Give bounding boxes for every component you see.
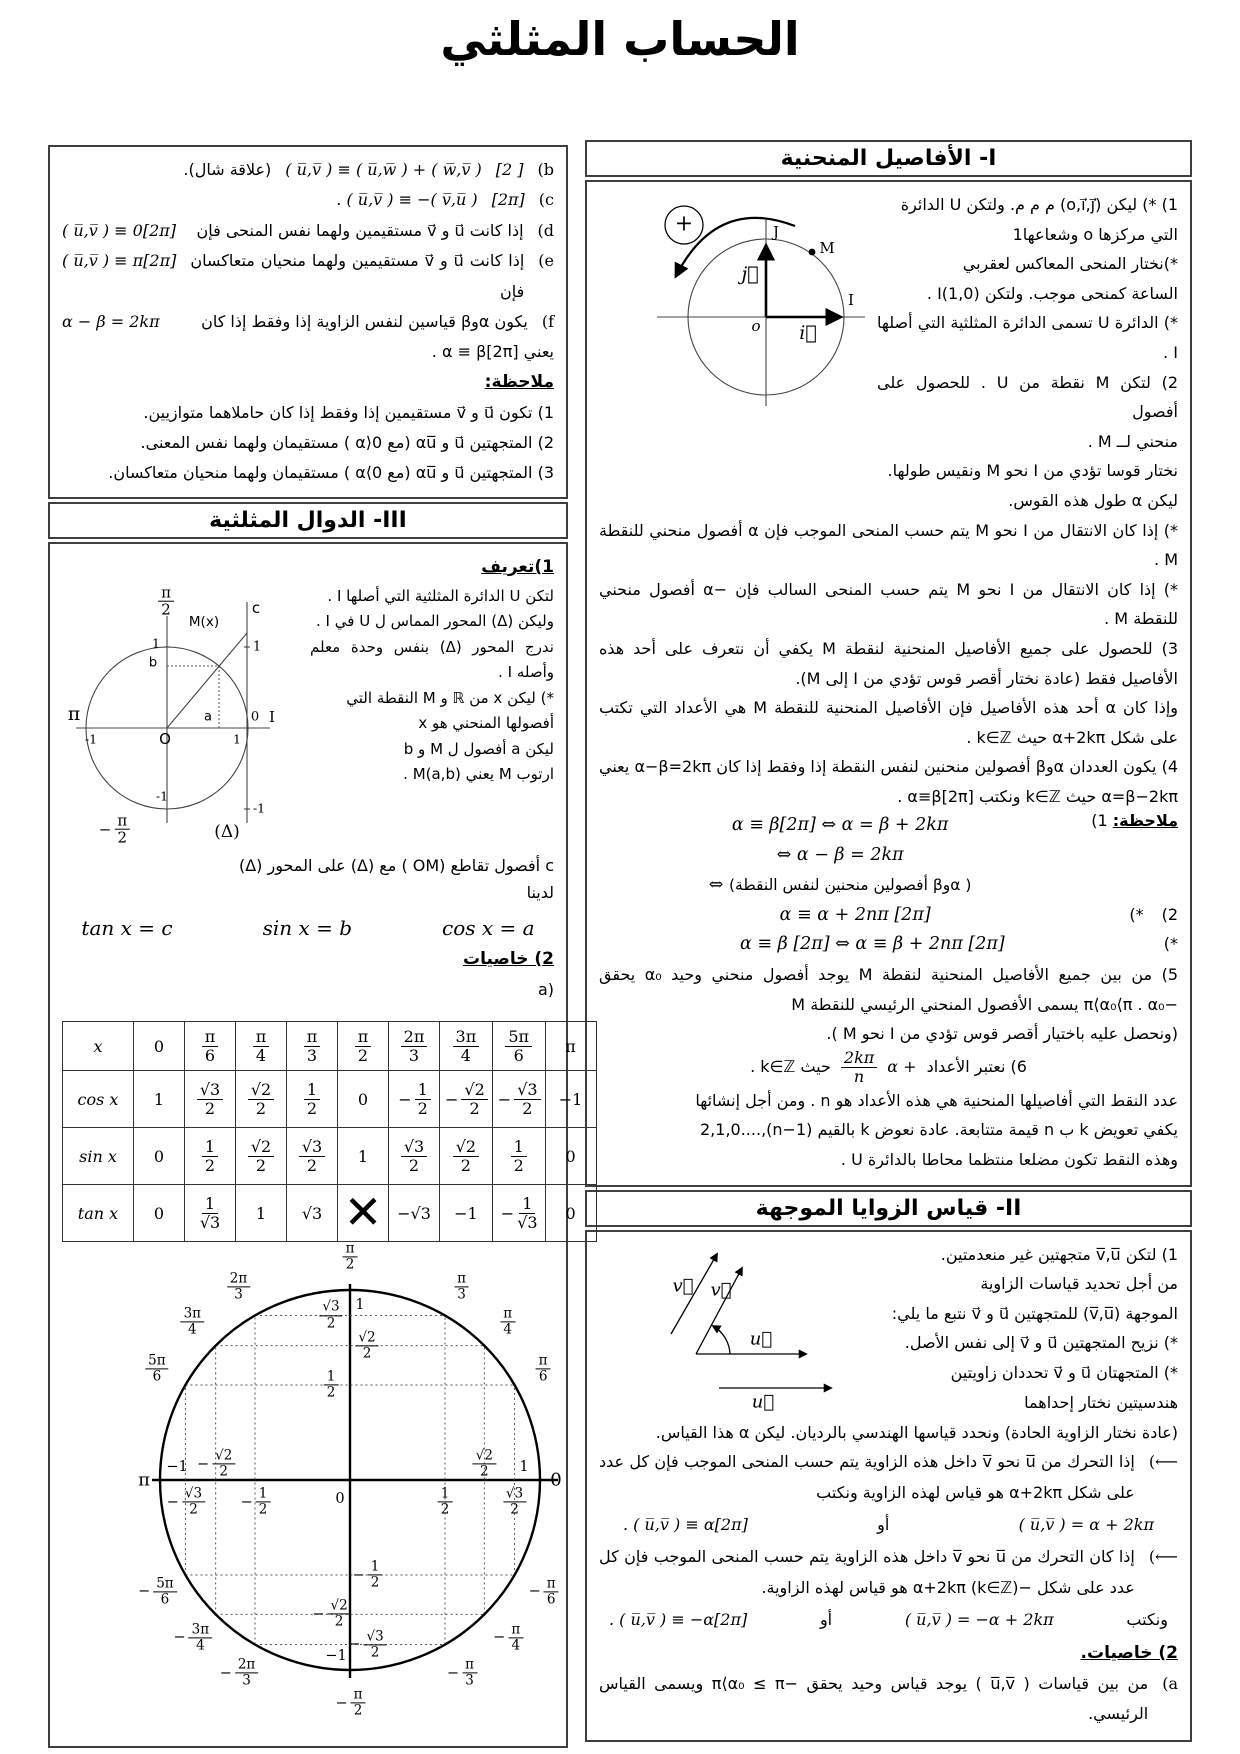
table-header-cell: 5π 6	[492, 1022, 545, 1071]
paragraph: ندرج المحور (Δ) بنفس وحدة معلم وأصله I .	[310, 637, 554, 682]
table-value-cell: 1 √3	[185, 1185, 236, 1242]
vectors-svg	[599, 1242, 861, 1414]
x-axis-tick-label: − $\frac{√2}{2}$	[196, 1448, 235, 1479]
minus-pi-over-2-label: − $\frac{\pi}{2}$	[98, 812, 130, 847]
pi-label: π	[67, 702, 81, 725]
paragraph: يكفي تعويض k ب n قيمة متتابعة. عادة نعوض k بالقيم (n−1),....2,1,0	[700, 1120, 1178, 1140]
zero-label: 0	[250, 709, 260, 725]
paragraph: منحني لــ M .	[1087, 431, 1178, 451]
table-value-cell: √2 2	[236, 1128, 287, 1185]
note-number: 1)	[1091, 811, 1108, 831]
table-value-cell: 1 2	[492, 1128, 545, 1185]
note-heading: ملاحظة:	[1112, 811, 1178, 831]
table-row	[63, 1071, 597, 1128]
angle-label: 2π 3	[227, 1271, 250, 1302]
vector-i-label: i⃗	[799, 322, 817, 344]
vector-v-label: v⃗	[672, 1275, 694, 1297]
trig-circle-figure	[599, 192, 869, 432]
item-letter: (d	[537, 220, 554, 240]
paragraph: ليكن α طول هذه القوس.	[1008, 490, 1178, 510]
right-column	[585, 140, 1192, 1742]
item-b: (علاقة شال). ( u̅,v̅ ) ≡ ( u̅,w̅ ) + ( w̅,v̅ ) [2 ] (b	[62, 155, 554, 185]
item-d: ( u̅,v̅ ) ≡ 0[2π] إذا كانت u⃗ و v⃗ مستقيمين ولهما نفس المنحى فإن (d	[62, 216, 554, 246]
bullet-paragraph: (⟵ إذا كان التحرك من u̅ نحو v̅ داخل هذه الزاوية يتم حسب المنحى الموجب فإن كل عدد على شكل −α+2kπ (k∈ℤ) هو قياس لهذه الزاوية.	[599, 1542, 1178, 1603]
table-value-cell: 1	[338, 1128, 389, 1185]
trig-formulas-row	[62, 916, 554, 940]
paragraph: هندسيتين نختار إحداهما	[1024, 1392, 1178, 1412]
paragraph: التي مركزها o وشعاعها1	[1012, 224, 1178, 244]
y-axis-tick-label: −1	[325, 1648, 347, 1664]
x-axis-tick-label: 1	[519, 1459, 529, 1475]
y-axis-tick-label: − $\frac{√2}{2}$	[311, 1599, 350, 1630]
table-value-cell	[338, 1185, 389, 1242]
minus-one-bottom-label: -1	[155, 788, 169, 804]
paragraph: *) المتجهتان u⃗ و v⃗ تحددان زاويتين	[950, 1362, 1178, 1382]
table-header-cell: 0	[134, 1022, 185, 1071]
paragraph: 3) المتجهتين u⃗ و αu̅ (مع α⟨0 ) مستقيمان ولهما منحيان متعاكسان.	[108, 462, 554, 482]
unit-circle-svg	[62, 1248, 558, 1736]
paragraph: *) الدائرة U تسمى الدائرة المثلثية التي أصلها I .	[877, 313, 1179, 362]
paragraph: 5) من بين جميع الأفاصيل المنحنية لنقطة M يوجد أفصول منحني وحيد α₀ يحقق −π⟨α₀⟨π . α₀ يسمى الأفصول المنحني الرئيسي للنقطة M	[599, 965, 1179, 1014]
vector-u-label: u⃗	[749, 1328, 773, 1350]
one-tangent-label: 1	[252, 639, 262, 655]
I-label: I	[269, 707, 275, 726]
table-value-cell: −1	[545, 1071, 596, 1128]
paragraph: 2) لتكن M نقطة من U . للحصول على أفصول	[877, 372, 1178, 422]
x-axis-tick-label: − $\frac{1}{2}$	[240, 1486, 271, 1517]
y-axis-tick-label: 1	[355, 1297, 365, 1313]
table-header-cell: x	[63, 1022, 134, 1071]
table-header-cell: π 6	[185, 1022, 236, 1071]
vector-j-label: j⃗	[741, 263, 759, 285]
table-value-cell: √3 2	[287, 1128, 338, 1185]
paragraph: *) ليكن x من ℝ و M النقطة التي	[346, 688, 554, 707]
one-right-label: 1	[233, 731, 241, 747]
table-value-cell: 0	[545, 1128, 596, 1185]
angle-label: 5π 6	[145, 1353, 168, 1384]
paragraph: *) إذا كان الانتقال من I نحو M يتم حسب المنحى الموجب فإن α أفصول منحني للنقطة M .	[599, 520, 1179, 570]
paragraph: 1) لتكن v̅,u̅ متجهتين غير منعدمتين.	[940, 1244, 1178, 1264]
cos-formula: cos x = a	[442, 915, 535, 940]
paragraph: 1) تكون u⃗ و v⃗ مستقيمين إذا وفقط إذا كان حاملاهما متوازيين.	[143, 403, 554, 423]
note-heading: ملاحظة:	[484, 371, 554, 392]
angle-label: 3π 4	[181, 1307, 204, 1338]
trig-circle-svg	[599, 192, 869, 432]
paragraph: ليكن a أفصول ل M و b	[403, 739, 554, 758]
item-star: (*	[1163, 934, 1178, 954]
x-axis-tick-label: − $\frac{√3}{2}$	[166, 1486, 205, 1517]
tangent-circle-svg	[62, 586, 302, 848]
table-value-cell: √2 2	[440, 1128, 493, 1185]
one-inner-label: 1	[152, 635, 160, 651]
y-axis-tick-label: − $\frac{1}{2}$	[352, 1559, 383, 1590]
x-axis-tick-label: −1	[166, 1459, 188, 1475]
paragraph: *) نزيح المتجهتين u⃗ و v⃗ إلى نفس الأصل.	[904, 1333, 1178, 1353]
minus-one-tangent-label: -1	[252, 800, 266, 816]
fraction: 2kπ n	[841, 1049, 877, 1086]
table-row	[63, 1128, 597, 1185]
paragraph: 2) المتجهتين u⃗ و αu̅ (مع α⟩0 ) مستقيمان ولهما نفس المعنى.	[140, 432, 554, 452]
equation: ⇔ ( αوβ أفصولين منحنين لنفس النقطة)	[708, 874, 972, 895]
paragraph: 3) للحصول على جميع الأفاصيل المنحنية لنقطة M يكفي أن نتعرف على أحد هذه الأفاصيل فقط (عادة نختار أقصر قوس تؤدي من I إلى M).	[599, 638, 1179, 688]
table-value-cell: − $\frac{√2}{2}$	[440, 1071, 493, 1128]
angle-label: − $\frac{\pi}{3}$	[446, 1658, 477, 1689]
item-letter: (c	[538, 190, 554, 210]
table-value-cell: −√3	[389, 1185, 440, 1242]
table-header-cell: π 2	[338, 1022, 389, 1071]
section-2-heading: II- قياس الزوايا الموجهة	[585, 1190, 1192, 1227]
angle-label: − $\frac{5\pi}{6}$	[137, 1576, 177, 1607]
item-letter: (a	[537, 980, 554, 1000]
equation: ⇔ α − β = 2kπ	[776, 845, 904, 866]
trig-values-table	[62, 1021, 597, 1242]
table-value-cell: √3 2	[389, 1128, 440, 1185]
paragraph: 4) يكون العددان αوβ أفصولين منحنين لنفس النقطة إذا وفقط إذا كان α−β=2kπ يعني α=β−2kπ حيث k∈ℤ ونكتب α≡β[2π] .	[599, 757, 1179, 806]
item-f: α − β = 2kπ يكون αوβ قياسين لنفس الزاوية إذا وفقط إذا كان (f	[62, 307, 554, 337]
row-label-cell: sin x	[63, 1128, 134, 1185]
angle-label: π 2	[343, 1241, 358, 1272]
angle-label: − $\frac{\pi}{4}$	[492, 1622, 523, 1653]
paragraph: *)نختار المنحى المعاكس لعقربي	[962, 254, 1178, 274]
table-header-cell: 3π 4	[440, 1022, 493, 1071]
plus-orientation-icon: +	[674, 211, 694, 237]
note-block	[599, 811, 1178, 900]
arrow-bullet-icon: (⟵	[1148, 1452, 1178, 1472]
item-letter: (b	[537, 160, 554, 179]
table-value-cell: 0	[545, 1185, 596, 1242]
page-title: الحساب المثلثي	[440, 12, 800, 66]
angle-label: π	[138, 1469, 150, 1491]
properties-continued-box	[48, 145, 568, 499]
equation-row: . ( u̅,v̅ ) ≡ −α[2π] أو ( u̅,v̅ ) = −α + 2kπ ونكتب	[609, 1610, 1168, 1630]
pi-over-2-label: π 2	[158, 584, 174, 619]
paragraph: يعني α ≡ β[2π] .	[431, 342, 554, 362]
angle-label: π 3	[454, 1271, 469, 1302]
paragraph: لتكن U الدائرة المثلثية التي أصلها I .	[327, 586, 554, 605]
table-value-cell: √3	[287, 1185, 338, 1242]
property-a: (a من بين قياسات ( u̅,v̅ ) يوجد قياس وحيد يحقق −π⟨α₀ ≤ π ويسمى القياس الرئيسي.	[599, 1669, 1178, 1730]
angle-label: − $\frac{2\pi}{3}$	[219, 1658, 259, 1689]
left-column	[48, 145, 583, 1748]
delta-axis-label: (Δ)	[214, 821, 240, 842]
x-axis-tick-label: √2 2	[473, 1448, 496, 1479]
table-value-cell: −1	[440, 1185, 493, 1242]
table-value-cell: 1 2	[185, 1128, 236, 1185]
table-header-cell: π 4	[236, 1022, 287, 1071]
paragraph: الساعة كمنحى موجب. ولتكن I(1,0) .	[926, 283, 1178, 303]
tan-formula: tan x = c	[81, 915, 173, 940]
table-value-cell: 1	[236, 1185, 287, 1242]
bullet-paragraph: (⟵ إذا التحرك من u̅ نحو v̅ داخل هذه الزاوية يتم حسب المنحى الموجب فإن كل عدد على شكل α+2kπ هو قياس لهذه الزاوية ونكتب	[599, 1447, 1178, 1508]
equation-row: α ≡ β [2π] ⇔ α ≡ β + 2nπ [2π] (*	[740, 934, 1178, 955]
paragraph: عدد النقط التي أفاصيلها المنحنية هي هذه الأعداد هو n . ومن أجل إنشائها	[695, 1090, 1178, 1110]
table-value-cell: 0	[134, 1185, 185, 1242]
angle-label: − $\frac{\pi}{2}$	[334, 1687, 365, 1718]
vector-v-label: v⃗	[710, 1279, 732, 1301]
point-J-label: J	[772, 223, 780, 241]
item-letter: (a	[1162, 1673, 1178, 1693]
a-label: a	[204, 709, 212, 725]
y-axis-tick-label: √3 2	[319, 1300, 342, 1331]
y-axis-tick-label: √2 2	[355, 1330, 378, 1361]
x-axis-tick-label: 0	[335, 1491, 345, 1507]
M-of-x-label: M(x)	[188, 613, 220, 630]
point-M-label: M	[819, 239, 835, 257]
row-label-cell: cos x	[63, 1071, 134, 1128]
paragraph: وليكن (Δ) المحور المماس ل U في I .	[316, 612, 554, 631]
paragraph: وهذه النقط تكون مضلعا منتظما محاطا بالدائرة U .	[840, 1150, 1178, 1169]
row-label-cell: tan x	[63, 1185, 134, 1242]
sin-formula: sin x = b	[262, 915, 353, 940]
equation-row: . ( u̅,v̅ ) ≡ α[2π] أو ( u̅,v̅ ) = α + 2kπ	[623, 1514, 1154, 1534]
equation: α ≡ β[2π] ⇔ α = β + 2kπ	[731, 815, 949, 836]
paragraph: أفصولها المنحني هو x	[418, 714, 554, 733]
table-value-cell: − $\frac{√3}{2}$	[492, 1071, 545, 1128]
table-value-cell: − $\frac{1}{2}$	[389, 1071, 440, 1128]
definition-heading: 1)تعريف	[481, 557, 554, 578]
paragraph: 1) *) ليكن (o,i⃗,j⃗) م م م. ولتكن U الدائرة	[900, 195, 1178, 214]
paragraph: c أفصول تقاطع (OM ) مع (Δ) على المحور (Δ)	[238, 855, 554, 875]
minus-one-left-label: -1	[84, 731, 98, 747]
table-header-cell: 2π 3	[389, 1022, 440, 1071]
paragraph: ارتوب M يعني M(a,b) .	[403, 765, 554, 784]
angle-label: 0	[550, 1469, 562, 1491]
paragraph: لدينا	[526, 882, 554, 902]
section-1-body	[585, 180, 1192, 1187]
x-axis-tick-label: 1 2	[438, 1486, 453, 1517]
properties-heading: 2) خاصيات	[463, 948, 554, 969]
paragraph: نختار قوسا تؤدي من I نحو M ونقيس طولها.	[887, 461, 1178, 481]
y-axis-tick-label: − $\frac{√3}{2}$	[347, 1629, 386, 1660]
item-star: (*	[1129, 904, 1144, 924]
table-value-cell: 0	[134, 1128, 185, 1185]
table-value-cell: 0	[338, 1071, 389, 1128]
item-letter: (f	[541, 311, 554, 331]
properties-heading: 2) خاصيات.	[1080, 1642, 1178, 1663]
equation-row: α ≡ α + 2nπ [2π] (* (2	[779, 904, 1178, 925]
paragraph: *) إذا كان الانتقال من I نحو M يتم حسب المنحى السالب فإن −α أفصول منحني للنقطة M .	[599, 579, 1179, 629]
angle-label: − $\frac{\pi}{6}$	[528, 1576, 559, 1607]
paragraph: وإذا كان α أحد هذه الأفاصيل فإن الأفاصيل المنحنية للنقطة M هي الأعداد التي تكتب على شكل α+2kπ حيث k∈ℤ .	[599, 698, 1179, 747]
paragraph: من أجل تحديد قياسات الزاوية	[980, 1274, 1178, 1294]
item-number: (2	[1161, 904, 1178, 924]
y-axis-tick-label: 1 2	[324, 1369, 339, 1400]
origin-O-label: O	[159, 729, 171, 748]
vectors-figure	[599, 1242, 861, 1414]
x-axis-tick-label: √3 2	[503, 1486, 526, 1517]
table-header-cell: π	[545, 1022, 596, 1071]
table-value-cell: 1	[134, 1071, 185, 1128]
angle-label: π 4	[500, 1307, 515, 1338]
item-tail: (علاقة شال).	[183, 160, 272, 179]
table-value-cell: √3 2	[185, 1071, 236, 1128]
section-3-body	[48, 542, 583, 1748]
item-letter: (e	[538, 251, 554, 271]
section-3-heading: III- الدوال المثلثية	[48, 502, 568, 539]
undefined-cross-icon: ✕	[343, 1185, 383, 1240]
section-1-heading: I- الأفاصيل المنحنية	[585, 140, 1192, 177]
item-e: ( u̅,v̅ ) ≡ π[2π] إذا كانت u⃗ و v⃗ مستقيمين ولهما منحيان متعاكسان فإن (e	[62, 246, 554, 307]
c-label: c	[251, 598, 261, 617]
unit-circle-figure	[62, 1240, 562, 1736]
table-value-cell: − $\frac{1}{√3}$	[492, 1185, 545, 1242]
table-header-cell: π 3	[287, 1022, 338, 1071]
formula-line: 6) نعتبر الأعداد α + 2kπ n حيث k∈ℤ .	[750, 1048, 1027, 1086]
table-value-cell: √2 2	[236, 1071, 287, 1128]
b-label: b	[148, 655, 158, 671]
vector-u-label: u⃗	[751, 1391, 775, 1413]
paragraph: الموجهة (v̅,u̅) للمتجهتين u⃗ و v⃗ نتبع ما يلي:	[891, 1303, 1178, 1323]
section-2-body	[585, 1230, 1192, 1742]
arrow-bullet-icon: (⟵	[1148, 1547, 1178, 1567]
table-value-cell: 1 2	[287, 1071, 338, 1128]
angle-label: − $\frac{3\pi}{4}$	[173, 1622, 213, 1653]
tangent-circle-figure	[62, 583, 302, 848]
paragraph: (ونحصل عليه باختيار أقصر قوس تؤدي من I نحو M ).	[826, 1024, 1178, 1044]
paragraph: (عادة نختار الزاوية الحادة) ونحدد قياسها الهندسي بالرديان. ليكن α هذا القياس.	[655, 1422, 1178, 1442]
angle-label: π 6	[536, 1353, 551, 1384]
table-row	[63, 1185, 597, 1242]
point-I-label: I	[848, 291, 854, 309]
origin-label: o	[751, 317, 761, 335]
item-c: . ( u̅,v̅ ) ≡ −( v̅,u̅ ) [2π] (c	[62, 185, 554, 215]
